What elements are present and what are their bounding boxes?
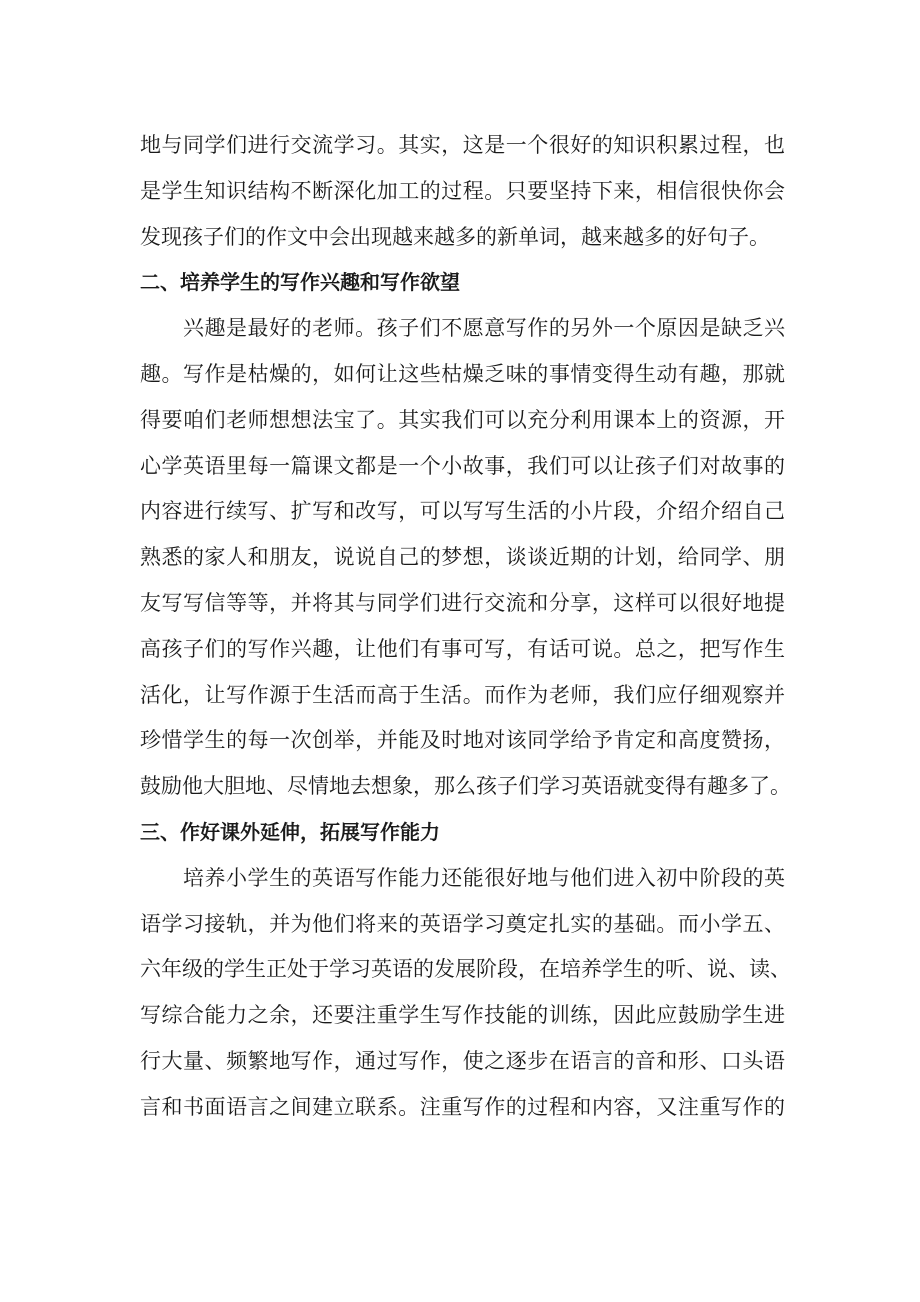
text-line: 是学生知识结构不断深化加工的过程。只要坚持下来，相信很快你会 [140,178,785,203]
text-line: 六年级的学生正处于学习英语的发展阶段，在培养学生的听、说、读、 [140,957,791,982]
text-line: 语学习接轨，并为他们将来的英语学习奠定扎实的基础。而小学五、 [140,911,785,936]
text-line: 友写写信等等，并将其与同学们进行交流和分享，这样可以很好地提 [140,590,785,615]
text-line: 得要咱们老师想想法宝了。其实我们可以充分利用课本上的资源，开 [140,407,785,432]
text-line: 心学英语里每一篇课文都是一个小故事，我们可以让孩子们对故事的 [140,453,785,478]
text-line: 地与同学们进行交流学习。其实，这是一个很好的知识积累过程，也 [140,133,785,157]
text-line: 写综合能力之余，还要注重学生写作技能的训练，因此应鼓励学生进 [140,1003,785,1028]
text-line: 行大量、频繁地写作，通过写作，使之逐步在语言的音和形、口头语 [140,1048,785,1073]
text-line: 内容进行续写、扩写和改写，可以写写生活的小片段，介绍介绍自己 [140,499,785,524]
text-line: 培养小学生的英语写作能力还能很好地与他们进入初中阶段的英 [183,865,785,890]
text-line: 熟悉的家人和朋友，说说自己的梦想，谈谈近期的计划，给同学、朋 [140,545,785,570]
text-line: 趣。写作是枯燥的，如何让这些枯燥乏味的事情变得生动有趣，那就 [140,361,785,386]
text-line: 发现孩子们的作文中会出现越来越多的新单词，越来越多的好句子。 [140,224,770,249]
section-heading-3: 三、作好课外延伸，拓展写作能力 [140,819,440,844]
text-line: 兴趣是最好的老师。孩子们不愿意写作的另外一个原因是缺乏兴 [183,316,785,341]
document-page [140,123,791,1131]
text-line: 高孩子们的写作兴趣，让他们有事可写，有话可说。总之，把写作生 [140,636,785,661]
text-line: 珍惜学生的每一次创举，并能及时地对该同学给予肯定和高度赞扬， [140,728,785,753]
text-line: 活化，让写作源于生活而高于生活。而作为老师，我们应仔细观察并 [140,682,785,707]
section-heading-2: 二、培养学生的写作兴趣和写作欲望 [140,270,460,295]
text-line: 鼓励他大胆地、尽情地去想象，那么孩子们学习英语就变得有趣多了。 [140,774,791,799]
text-line: 言和书面语言之间建立联系。注重写作的过程和内容，又注重写作的 [140,1094,785,1119]
